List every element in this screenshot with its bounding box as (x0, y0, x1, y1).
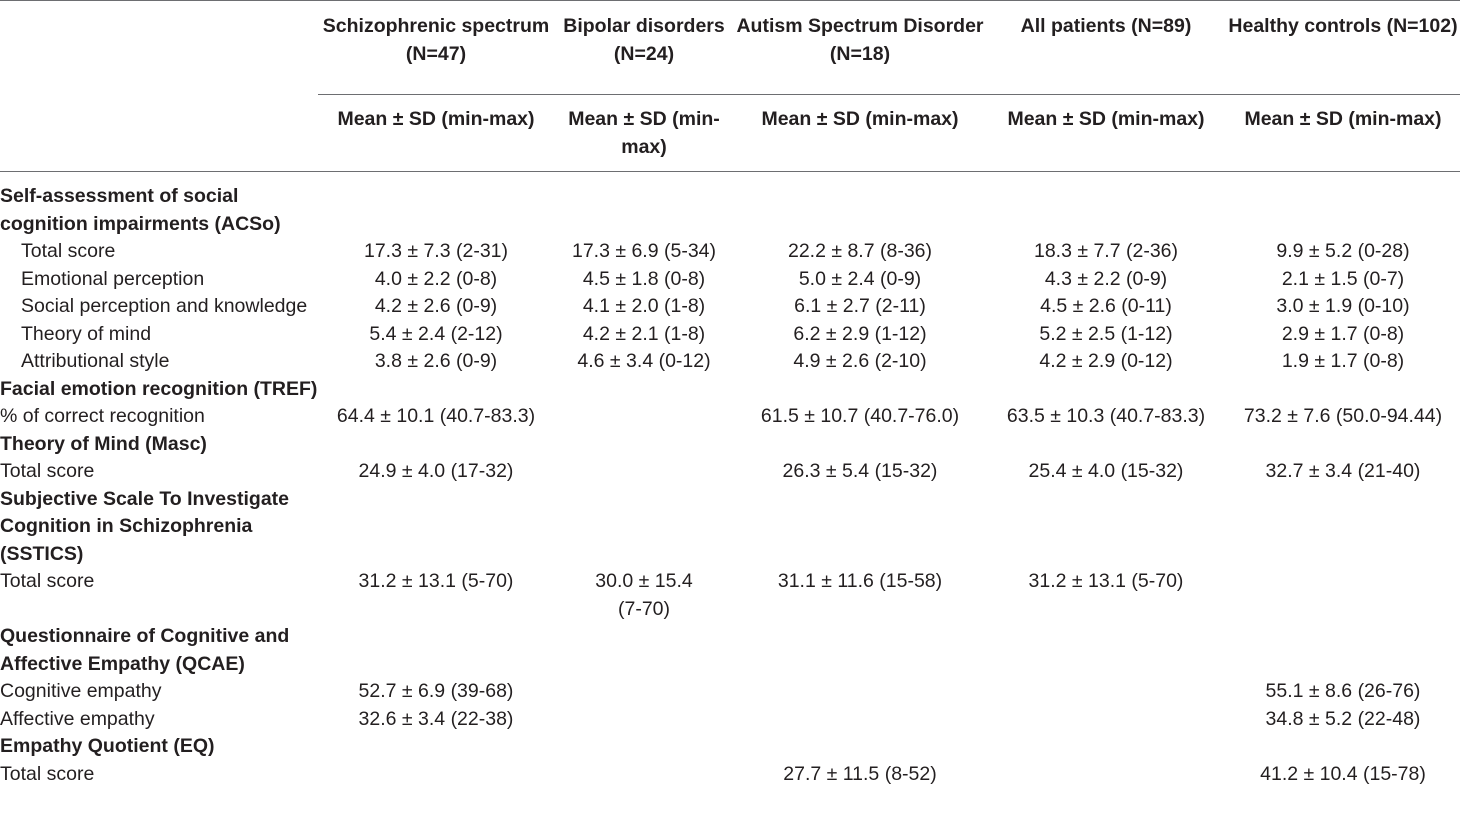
table-cell: 63.5 ± 10.3 (40.7-83.3) (1006, 405, 1206, 427)
row-label: Cognitive empathy (0, 680, 162, 702)
table-cell: 4.5 ± 1.8 (0-8) (582, 267, 706, 290)
table-cell: 17.3 ± 6.9 (5-34) (571, 240, 717, 262)
table-cell (986, 706, 1226, 734)
table-row (0, 761, 1460, 789)
row-label: Total score (21, 240, 116, 262)
header-col-bipolar: Bipolar disorders (N=24) (554, 1, 734, 95)
table-row (0, 266, 1460, 294)
table-row (0, 348, 1460, 376)
table-cell: 31.1 ± 11.6 (15-58) (777, 570, 943, 592)
cell-line: (7-70) (617, 597, 671, 620)
table-cell: 22.2 ± 8.7 (8-36) (787, 240, 933, 262)
table-cell: 27.7 ± 11.5 (8-52) (783, 762, 937, 785)
section-header-sstics (0, 486, 1460, 569)
section-title: Theory of Mind (Masc) (0, 432, 207, 455)
row-label: Attributional style (21, 350, 170, 372)
row-label: Total score (0, 570, 95, 592)
stat-header-row (0, 95, 1460, 172)
table-row (0, 403, 1460, 431)
stat-header-blank-cell (0, 95, 318, 172)
table-cell: 4.3 ± 2.2 (0-9) (1044, 267, 1168, 290)
table-row (0, 238, 1460, 266)
section-title: Facial emotion recognition (TREF) (0, 377, 318, 400)
stat-header-autism: Mean ± SD (min-max) (734, 95, 986, 172)
section-title: Self-assessment of social cognition impairments (ACSo) (0, 185, 281, 235)
table-cell: 5.0 ± 2.4 (0-9) (798, 267, 922, 290)
table-row (0, 568, 1460, 623)
table-cell: 4.9 ± 2.6 (2-10) (793, 350, 927, 372)
table-cell: 4.2 ± 2.1 (1-8) (582, 322, 706, 345)
table-cell (554, 706, 734, 734)
section-header-masc (0, 431, 1460, 459)
table-cell: 4.2 ± 2.6 (0-9) (374, 295, 498, 317)
table-cell: 31.2 ± 13.1 (5-70) (358, 570, 514, 592)
section-header-tref (0, 376, 1460, 404)
table-cell: 18.3 ± 7.7 (2-36) (1033, 240, 1179, 262)
header-blank-cell (0, 1, 318, 95)
table-cell (986, 761, 1226, 789)
table-cell: 3.0 ± 1.9 (0-10) (1276, 295, 1410, 317)
section-header-acso (0, 172, 1460, 239)
section-header-eq (0, 733, 1460, 761)
table-row (0, 678, 1460, 706)
table-cell: 31.2 ± 13.1 (5-70) (1028, 570, 1184, 592)
table-cell: 17.3 ± 7.3 (2-31) (363, 240, 509, 262)
header-row (0, 1, 1460, 95)
table-cell: 4.2 ± 2.9 (0-12) (1039, 350, 1173, 372)
header-col-healthy-controls: Healthy controls (N=102) (1226, 1, 1460, 95)
table-cell: 2.1 ± 1.5 (0-7) (1281, 267, 1405, 290)
table-cell: 3.8 ± 2.6 (0-9) (374, 350, 498, 372)
table-cell: 5.4 ± 2.4 (2-12) (369, 322, 503, 345)
table-row (0, 293, 1460, 321)
table-cell (554, 568, 734, 623)
table-row (0, 321, 1460, 349)
row-label: Theory of mind (21, 322, 152, 345)
table-cell: 25.4 ± 4.0 (15-32) (1028, 460, 1184, 482)
row-label: Social perception and knowledge (21, 295, 308, 317)
table-cell (554, 458, 734, 486)
table-cell: 34.8 ± 5.2 (22-48) (1265, 707, 1421, 730)
table-cell (554, 403, 734, 431)
table-cell: 52.7 ± 6.9 (39-68) (358, 680, 514, 702)
table-cell (1226, 568, 1460, 623)
header-col-schizophrenic: Schizophrenic spectrum (N=47) (318, 1, 554, 95)
table-cell: 4.1 ± 2.0 (1-8) (582, 295, 706, 317)
section-title: Empathy Quotient (EQ) (0, 735, 215, 757)
section-title: Questionnaire of Cognitive and Affective Empathy (QCAE) (0, 625, 290, 675)
table-cell: 64.4 ± 10.1 (40.7-83.3) (336, 405, 536, 427)
table-cell: 55.1 ± 8.6 (26-76) (1265, 680, 1421, 702)
stat-header-schizophrenic: Mean ± SD (min-max) (318, 95, 554, 172)
table-cell: 4.0 ± 2.2 (0-8) (374, 267, 498, 290)
table-cell: 5.2 ± 2.5 (1-12) (1039, 322, 1173, 345)
table-cell: 1.9 ± 1.7 (0-8) (1281, 350, 1405, 372)
row-label: Total score (0, 762, 95, 785)
row-label: Emotional perception (21, 267, 205, 290)
table-cell: 24.9 ± 4.0 (17-32) (358, 460, 514, 482)
table-cell: 2.9 ± 1.7 (0-8) (1281, 322, 1405, 345)
table-cell: 4.6 ± 3.4 (0-12) (577, 350, 711, 372)
stat-header-bipolar: Mean ± SD (min-max) (554, 95, 734, 172)
header-col-all-patients: All patients (N=89) (986, 1, 1226, 95)
row-label: Total score (0, 460, 95, 482)
table-cell: 4.5 ± 2.6 (0-11) (1040, 295, 1172, 317)
table-cell: 32.6 ± 3.4 (22-38) (358, 707, 514, 730)
table-cell: 6.1 ± 2.7 (2-11) (794, 295, 926, 317)
header-col-autism: Autism Spectrum Disorder (N=18) (734, 1, 986, 95)
table-cell: 26.3 ± 5.4 (15-32) (782, 460, 938, 482)
row-label: Affective empathy (0, 707, 155, 730)
section-title: Subjective Scale To Investigate Cognition in Schizophrenia (SSTICS) (0, 487, 289, 565)
stat-header-all-patients: Mean ± SD (min-max) (986, 95, 1226, 172)
stat-header-healthy-controls: Mean ± SD (min-max) (1226, 95, 1460, 172)
table-cell: 61.5 ± 10.7 (40.7-76.0) (760, 405, 960, 427)
table-cell (734, 678, 986, 706)
cell-line: 30.0 ± 15.4 (595, 570, 693, 592)
table-row (0, 706, 1460, 734)
table-cell (554, 761, 734, 789)
table-cell: 41.2 ± 10.4 (15-78) (1260, 762, 1426, 785)
section-header-qcae (0, 623, 1460, 678)
table-cell (986, 678, 1226, 706)
table-cell (734, 706, 986, 734)
table-cell: 73.2 ± 7.6 (50.0-94.44) (1243, 405, 1443, 427)
table-cell: 9.9 ± 5.2 (0-28) (1276, 240, 1410, 262)
table-cell (554, 678, 734, 706)
table-row (0, 458, 1460, 486)
row-label: % of correct recognition (0, 405, 205, 427)
table-cell: 32.7 ± 3.4 (21-40) (1265, 460, 1421, 482)
table-cell: 6.2 ± 2.9 (1-12) (793, 322, 927, 345)
table-cell (318, 761, 554, 789)
